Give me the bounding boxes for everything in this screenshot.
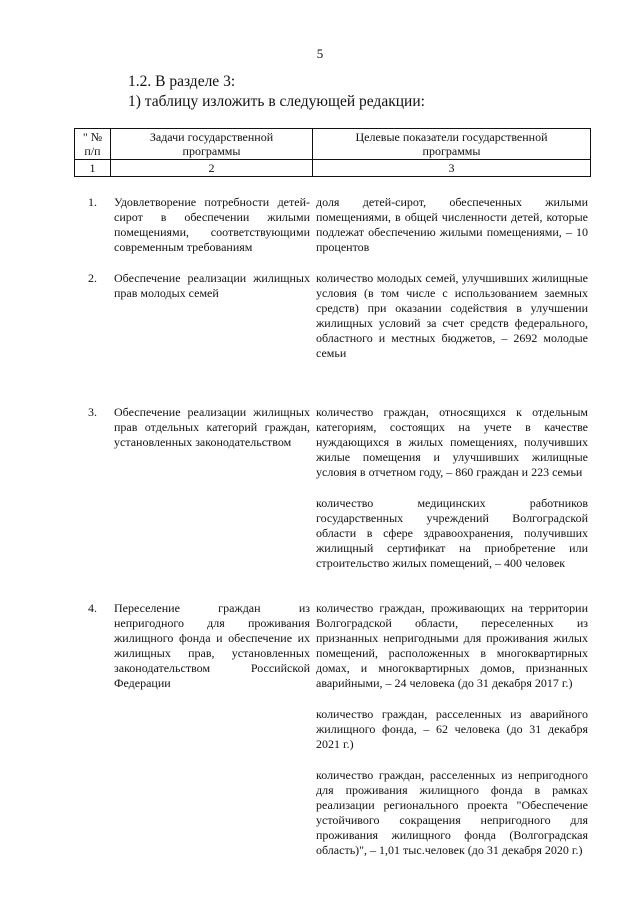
section-heading (128, 72, 425, 112)
header-tasks: Задачи государственной программы (111, 129, 313, 160)
section-title: 1.2. В разделе 3: (128, 73, 236, 90)
page-number: 5 (316, 46, 324, 61)
row-task: Удовлетворение потребности детей-сирот в обеспечении жилыми помещениями, соответствующими современным требованиям (114, 195, 310, 254)
indicator-text: количество медицинских работников государственных учреждений Волгоградской области в сфере здравоохранения, получивших жилищный сертификат на приобретение или строительство жилых помещений, – 400 человек (316, 496, 588, 570)
indicator-text: количество граждан, расселенных из аварийного жилищного фонда, – 62 человека (до 31 декабря 2021 г.) (316, 707, 588, 751)
indicator-text: количество граждан, относящихся к отдельным категориям, состоящих на учете в качестве нуждающихся в жилых помещениях, получивших жилые помещения и улучшивших жилищные условия в отчетном году, – 860 граждан и 223 семьи (316, 405, 588, 479)
row-number: 3. (88, 405, 97, 419)
indicator-text: количество молодых семей, улучшивших жилищные условия (в том числе с использованием заемных средств) при оказании содействия в улучшении жилищных условий за счет средств федерального, областного и местных бюджетов, – 2692 молодые семьи (316, 271, 588, 360)
column-number-row (75, 160, 591, 177)
column-number: 1 (75, 160, 111, 177)
row-number: 1. (88, 195, 97, 209)
row-indicators (316, 271, 588, 361)
row-indicators (316, 195, 588, 255)
goals-table (74, 128, 590, 857)
row-task: Обеспечение реализации жилищных прав молодых семей (114, 271, 310, 300)
indicator-text: количество граждан, проживающих на территории Волгоградской области, переселенных из признанных непригодными для проживания жилых помещений, расположенных в многоквартирных домах, и многоквартирных домов, признанных аварийными, – 24 человека (до 31 декабря 2017 г.) (316, 601, 588, 690)
row-task: Переселение граждан из непригодного для проживания жилищного фонда и обеспечение их жилищных прав, установленных законодательством Российской Федерации (114, 601, 310, 690)
column-number: 2 (111, 160, 313, 177)
header-num: " № п/п (75, 129, 111, 160)
header-indicators: Целевые показатели государственной программы (313, 129, 591, 160)
row-indicators (316, 405, 588, 571)
row-indicators (316, 601, 588, 858)
row-task: Обеспечение реализации жилищных прав отдельных категорий граждан, установленных законодательством (114, 405, 310, 449)
section-instruction: 1) таблицу изложить в следующей редакции: (128, 93, 425, 110)
indicator-text: доля детей-сирот, обеспеченных жилыми помещениями, в общей численности детей, которые подлежат обеспечению жилыми помещениями, – 10 процентов (316, 195, 588, 254)
row-number: 2. (88, 271, 97, 285)
table-header (74, 128, 591, 177)
row-number: 4. (88, 601, 97, 615)
header-row (75, 129, 591, 160)
column-number: 3 (313, 160, 591, 177)
indicator-text: количество граждан, расселенных из непригодного для проживания жилищного фонда в рамках реализации регионального проекта "Обеспечение устойчивого сокращения непригодного для проживания жилищного фонда (Волгоградская область)", – 1,01 тыс.человек (до 31 декабря 2020 г.) (316, 768, 588, 857)
